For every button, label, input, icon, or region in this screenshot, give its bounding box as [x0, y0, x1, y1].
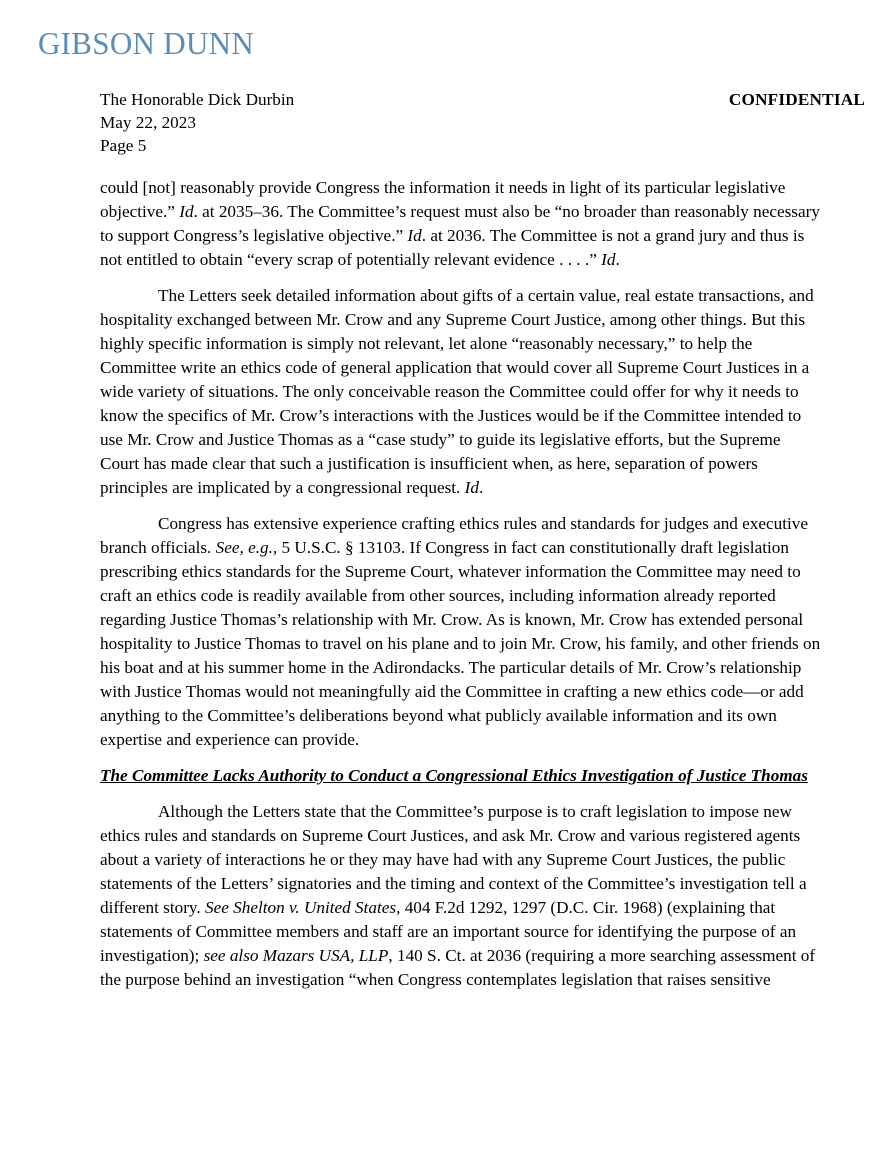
paragraph-4 — [100, 800, 822, 992]
citation: Id — [601, 250, 616, 269]
text: , 5 U.S.C. § 13103. If Congress in fact can constitutionally draft legislation prescribing ethics standards for the Supreme Court, whatever information the Committee may need to craft an ethics code is readily available from other sources, including information already reported regarding Justice Thomas’s relationship with Mr. Crow. As is known, Mr. Crow has extended personal hospitality to Justice Thomas to travel on his plane and to join Mr. Crow, his family, and other friends on his boat and at his summer home in the Adirondacks. The particular details of Mr. Crow’s relationship with Justice Thomas would not meaningfully aid the Committee in crafting a new ethics code—or add anything to the Committee’s deliberations beyond what publicly available information and its own expertise and experience can provide. — [100, 538, 821, 749]
text: , 140 S. Ct. at 2036 (requiring a more searching assessment of the purpose behind an investigation “when Congress contemplates legislation that raises sensitive — [100, 946, 816, 989]
text: Although the Letters state that the Committee’s purpose is to craft legislation to impose new ethics rules and standards on Supreme Court Justices, and ask Mr. Crow and various registered agents about a variety of interactions he or they may have had with any Supreme Court Justices, the public statements of the Letters’ signatories and the timing and context of the Committee’s investigation tell a different story. — [100, 802, 807, 917]
citation: Id — [407, 226, 422, 245]
letter-date: May 22, 2023 — [100, 113, 196, 132]
text: . — [478, 478, 484, 497]
text: Congress has extensive experience crafting ethics rules and standards for judges and executive branch officials. — [100, 514, 809, 557]
citation: Id — [179, 202, 194, 221]
text: . at 2035–36. The Committee’s request must also be “no broader than reasonably necessary to support Congress’s legislative objective.” — [100, 202, 820, 245]
paragraph-3 — [100, 512, 822, 752]
citation: see also Mazars USA, LLP — [203, 946, 389, 965]
text: The Letters seek detailed information about gifts of a certain value, real estate transactions, and hospitality exchanged between Mr. Crow and any Supreme Court Justice, among other things. But this highly specific information is simply not relevant, let alone “reasonably necessary,” to help the Committee write an ethics code of general application that would cover all Supreme Court Justices in a wide variety of situations. The only conceivable reason the Committee could offer for why it needs to know the specifics of Mr. Crow’s interactions with the Justices would be if the Committee intended to use Mr. Crow and Justice Thomas as a “case study” to guide its legislative efforts, but the Supreme Court has made clear that such a justification is insufficient when, as here, separation of powers principles are implicated by a congressional request. — [100, 286, 814, 497]
recipient: The Honorable Dick Durbin — [100, 90, 295, 109]
citation: See Shelton v. United States — [205, 898, 397, 917]
page-number: Page 5 — [100, 136, 147, 155]
firm-logo: GIBSON DUNN — [38, 25, 255, 62]
text: . — [615, 250, 620, 269]
section-heading: The Committee Lacks Authority to Conduct a Congressional Ethics Investigation of Justice Thomas — [100, 766, 808, 785]
letter-body — [100, 176, 822, 1004]
confidential-label: CONFIDENTIAL — [728, 90, 865, 109]
letter-header — [100, 88, 294, 157]
text: could [not] reasonably provide Congress the information it needs in light of its particular legislative objective.” — [100, 178, 786, 221]
text: . at 2036. The Committee is not a grand jury and thus is not entitled to obtain “every scrap of potentially relevant evidence . . . .” — [100, 226, 805, 269]
text: , 404 F.2d 1292, 1297 (D.C. Cir. 1968) (explaining that statements of Committee members and staff are an important source for identifying the purpose of an investigation); — [100, 898, 797, 965]
paragraph-1 — [100, 176, 822, 272]
paragraph-2 — [100, 284, 822, 500]
citation: See, e.g. — [215, 538, 273, 557]
citation: Id — [464, 478, 479, 497]
